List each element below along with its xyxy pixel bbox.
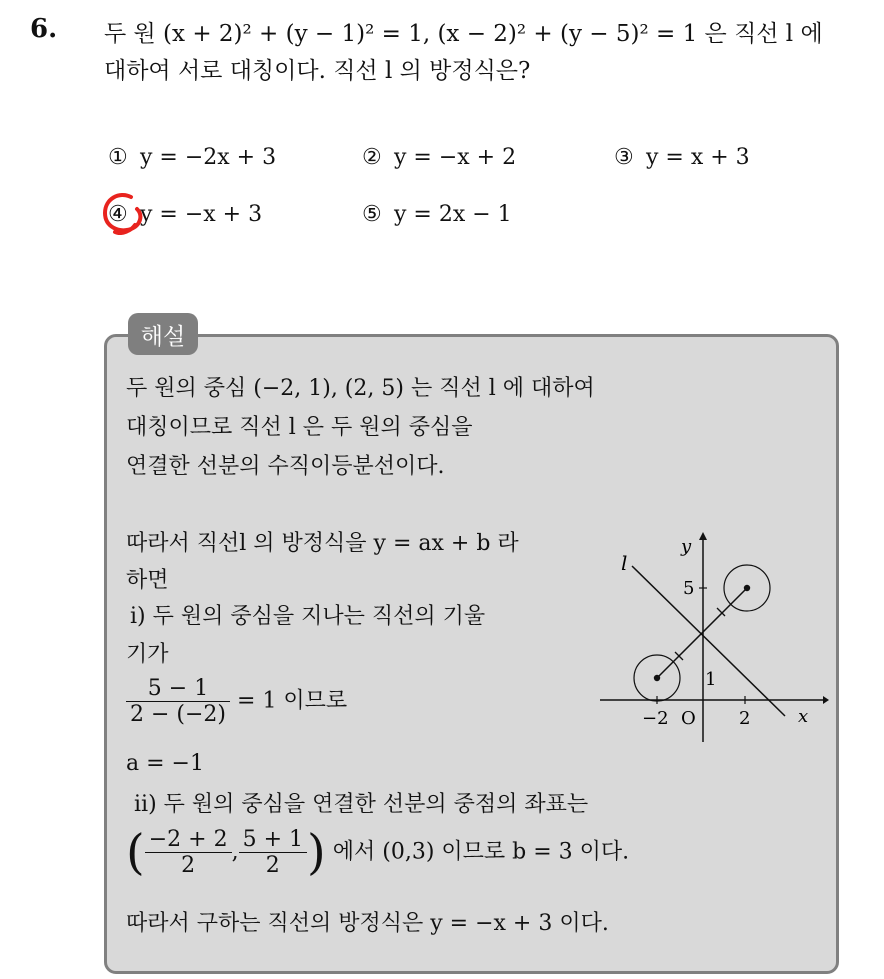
choice-2-expr: y = −x + 2 xyxy=(394,145,517,170)
line-l xyxy=(632,566,785,716)
y-axis-arrow xyxy=(699,532,707,540)
choice-2[interactable] xyxy=(362,145,516,170)
solution-p3-line1: ⅱ) 두 원의 중심을 연결한 선분의 중점의 좌표는 xyxy=(134,792,589,817)
comma: , xyxy=(231,839,239,865)
solution-p1-line3: 연결한 선분의 수직이등분선이다. xyxy=(126,454,445,479)
choice-3-number: ③ xyxy=(614,145,634,170)
midpoint-y-fraction xyxy=(239,827,307,878)
choice-5-number: ⑤ xyxy=(362,202,382,227)
label-m2: −2 xyxy=(642,708,669,729)
choice-2-number: ② xyxy=(362,145,382,170)
solution-p1-line2: 대칭이므로 직선 l 은 두 원의 중심을 xyxy=(126,415,473,440)
solution-a-value: a = −1 xyxy=(126,751,204,776)
question-text xyxy=(104,16,874,90)
midpoint-after: 에서 (0,3) 이므로 b = 3 이다. xyxy=(332,839,630,865)
x-axis-arrow xyxy=(823,696,829,704)
midpoint-y-numerator: 5 + 1 xyxy=(242,827,304,852)
solution-p1-line1: 두 원의 중심 (−2, 1), (2, 5) 는 직선 l 에 대하여 xyxy=(126,376,595,401)
solution-final: 따라서 구하는 직선의 방정식은 y = −x + 3 이다. xyxy=(126,911,609,936)
left-paren: ( xyxy=(126,824,145,881)
choice-3[interactable] xyxy=(614,145,750,170)
label-5: 5 xyxy=(683,578,695,599)
slope-fraction-after: = 1 이므로 xyxy=(237,688,348,714)
midpoint-x-fraction xyxy=(145,827,232,878)
slope-fraction xyxy=(126,676,230,727)
solution-p2-line3: ⅰ) 두 원의 중심을 지나는 직선의 기울 xyxy=(130,604,486,629)
solution-p2-line4: 기가 xyxy=(126,642,169,667)
coordinate-graph xyxy=(595,530,830,745)
choice-1-expr: y = −2x + 3 xyxy=(140,145,277,170)
question-number: 6. xyxy=(30,14,58,44)
choice-5-expr: y = 2x − 1 xyxy=(394,202,512,227)
center-right xyxy=(744,585,750,591)
answer-circle-mark xyxy=(101,191,145,235)
question-line-2: 대하여 서로 대칭이다. 직선 l 의 방정식은? xyxy=(104,58,531,84)
solution-badge: 해설 xyxy=(128,313,198,355)
question-line-1: 두 원 (x + 2)² + (y − 1)² = 1, (x − 2)² + (y − 5)² = 1 은 직선 l 에 xyxy=(104,21,823,47)
label-origin: O xyxy=(681,708,696,729)
midpoint-y-denominator: 2 xyxy=(265,853,280,878)
choice-4-expr: y = −x + 3 xyxy=(140,202,263,227)
right-paren: ) xyxy=(307,824,326,881)
choice-4-number: ④ xyxy=(108,202,128,227)
solution-p2-line1: 따라서 직선l 의 방정식을 y = ax + b 라 xyxy=(126,531,519,556)
midpoint-x-denominator: 2 xyxy=(181,853,196,878)
label-l: l xyxy=(621,551,628,575)
label-y: y xyxy=(681,536,692,557)
label-x: x xyxy=(798,706,809,727)
choice-1[interactable] xyxy=(108,145,276,170)
choice-3-expr: y = x + 3 xyxy=(646,145,750,170)
slope-fraction-denominator: 2 − (−2) xyxy=(130,702,227,727)
center-left xyxy=(654,675,660,681)
label-2: 2 xyxy=(739,708,751,729)
slope-fraction-numerator: 5 − 1 xyxy=(147,676,209,701)
choice-1-number: ① xyxy=(108,145,128,170)
choice-5[interactable] xyxy=(362,202,512,227)
solution-p2-line2: 하면 xyxy=(126,568,169,593)
label-1: 1 xyxy=(705,669,717,690)
midpoint-line xyxy=(126,824,630,881)
midpoint-x-numerator: −2 + 2 xyxy=(148,827,228,852)
slope-fraction-line xyxy=(126,676,347,727)
